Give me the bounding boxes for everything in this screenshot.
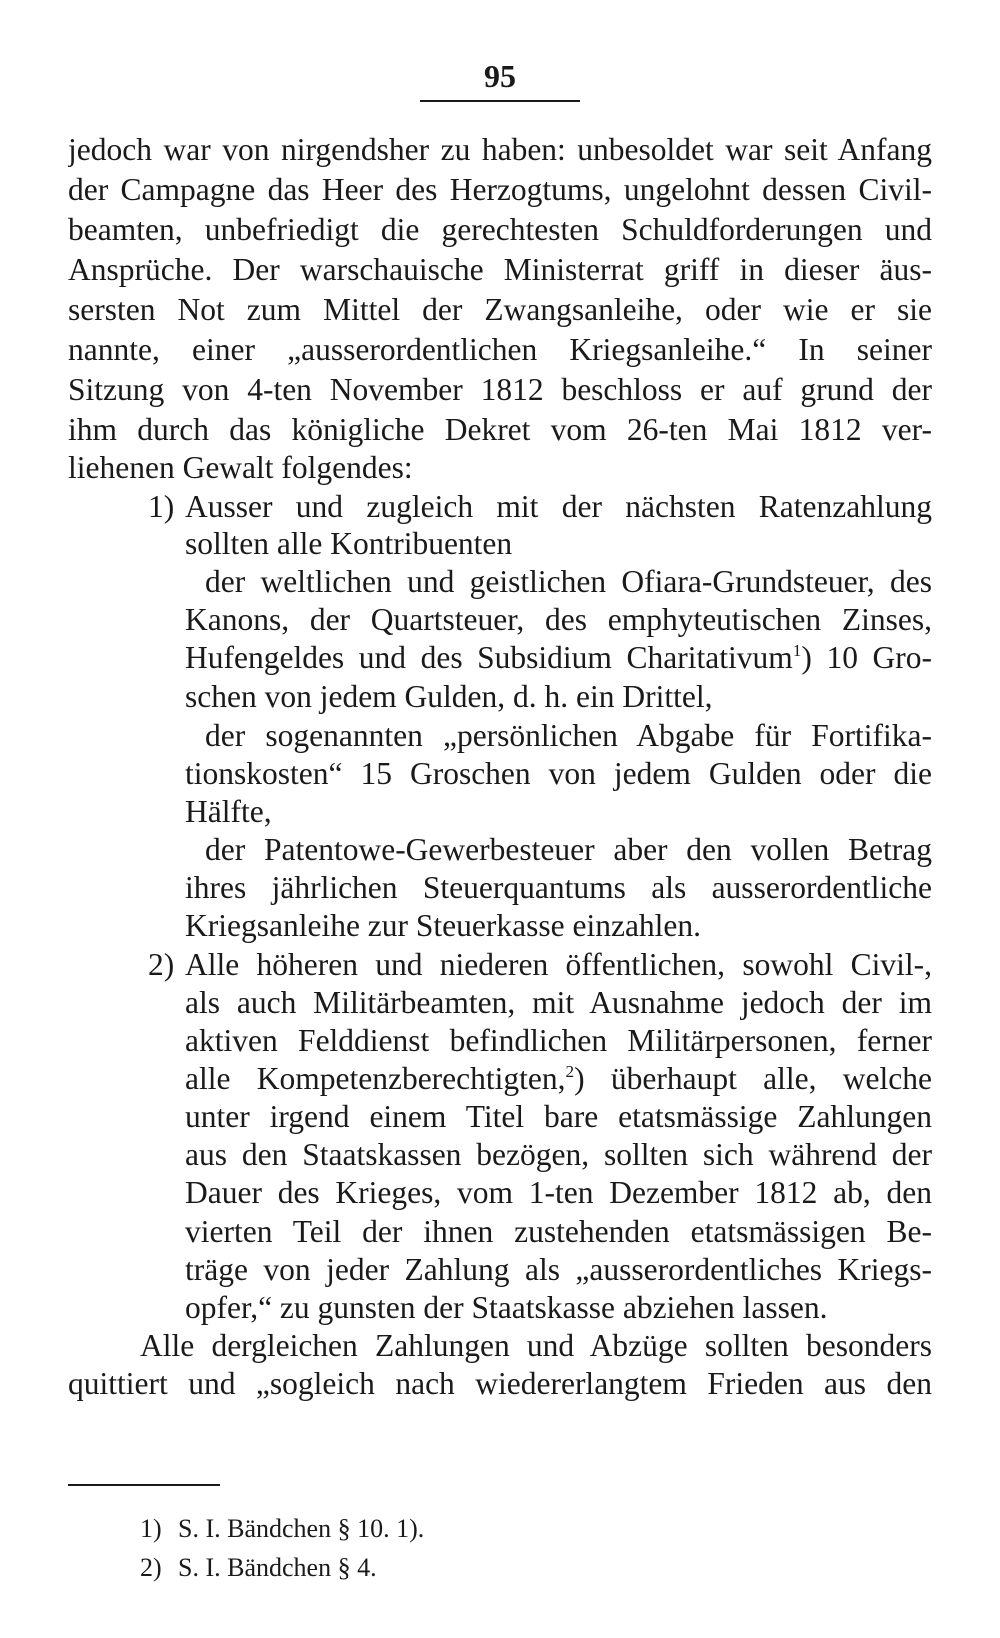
- text-line: ihres jährlichen Steuerquantums als ausserordentliche: [185, 870, 932, 905]
- page-number: 95: [484, 58, 516, 94]
- footnote-mark: 2): [140, 1553, 162, 1582]
- text-line: aus den Staatskassen bezögen, sollten sich während der: [185, 1137, 932, 1172]
- text-line: unter irgend einem Titel bare etatsmässige Zahlungen: [185, 1099, 932, 1134]
- text-line: aktiven Felddienst befindlichen Militärpersonen, ferner: [185, 1023, 932, 1058]
- text-line: sersten Not zum Mittel der Zwangsanleihe, oder wie er sie: [68, 292, 932, 327]
- text-line: Kanons, der Quartsteuer, des emphyteutischen Zinses,: [185, 602, 932, 637]
- text-line: quittiert und „sogleich nach wiedererlangtem Frieden aus den: [68, 1366, 932, 1401]
- text-line: jedoch war von nirgendsher zu haben: unbesoldet war seit Anfang: [68, 132, 932, 167]
- item-first-line: [148, 945, 932, 985]
- text-line: nannte, einer „ausserordentlichen Kriegsanleihe.“ In seiner: [68, 332, 932, 367]
- text-line: schen von jedem Gulden, d. h. ein Drittel,: [185, 679, 713, 714]
- text-line: Sitzung von 4-ten November 1812 beschloss er auf grund der: [68, 372, 932, 407]
- text-line: Dauer des Krieges, vom 1-ten Dezember 1812 ab, den: [185, 1175, 932, 1210]
- footnote-text: S. I. Bändchen § 10. 1).: [178, 1514, 425, 1543]
- text-line: Alle höheren und niederen öffentlichen, sowohl Civil-,: [185, 947, 932, 982]
- text-line: beamten, unbefriedigt die gerechtesten Schuldforderungen und: [68, 212, 932, 247]
- text-line: Ausser und zugleich mit der nächsten Ratenzahlung: [185, 489, 932, 524]
- text-line: der sogenannten „persönlichen Abgabe für Fortifika-: [205, 718, 932, 753]
- item-first-line: [148, 487, 932, 527]
- item-number: 2): [148, 947, 175, 982]
- text-line: Ansprüche. Der warschauische Ministerrat griff in dieser äus-: [68, 252, 932, 287]
- text-line: Hälfte,: [185, 794, 272, 829]
- footnote-ref: 1: [792, 640, 802, 660]
- text-line: Kriegsanleihe zur Steuerkasse einzahlen.: [185, 908, 702, 943]
- text-line: der Campagne das Heer des Herzogtums, ungelohnt dessen Civil-: [68, 172, 932, 207]
- text-line: Hufengeldes und des Subsidium Charitativum$^1$) 10 Gro-: [185, 640, 932, 675]
- text-line: opfer,“ zu gunsten der Staatskasse abziehen lassen.: [185, 1290, 828, 1325]
- item-number: 1): [148, 489, 175, 524]
- footnote-text: S. I. Bändchen § 4.: [178, 1553, 377, 1582]
- text-line: Alle dergleichen Zahlungen und Abzüge sollten besonders: [140, 1328, 932, 1363]
- text-line: liehenen Gewalt folgendes:: [68, 450, 413, 485]
- footnote-mark: 1): [140, 1514, 162, 1543]
- text-line: als auch Militärbeamten, mit Ausnahme jedoch der im: [185, 985, 932, 1020]
- text-line: tionskosten“ 15 Groschen von jedem Gulden oder die: [185, 756, 932, 791]
- footnote-rule: [68, 1484, 220, 1486]
- footnote: [140, 1512, 424, 1546]
- text-line: träge von jeder Zahlung als „ausserordentliches Kriegs-: [185, 1252, 932, 1287]
- text-line: alle Kompetenzberechtigten,$^2$) überhaupt alle, welche: [185, 1061, 932, 1096]
- footnote-ref: 2: [565, 1061, 575, 1081]
- text-line: sollten alle Kontribuenten: [185, 526, 513, 561]
- text-line: der Patentowe-Gewerbesteuer aber den vollen Betrag: [205, 832, 932, 867]
- footnote: [140, 1551, 377, 1585]
- text-line: vierten Teil der ihnen zustehenden etatsmässigen Be-: [185, 1214, 932, 1249]
- page-number-rule: [420, 100, 580, 102]
- text-line: ihm durch das königliche Dekret vom 26-ten Mai 1812 ver-: [68, 412, 932, 447]
- text-line: der weltlichen und geistlichen Ofiara-Grundsteuer, des: [205, 564, 932, 599]
